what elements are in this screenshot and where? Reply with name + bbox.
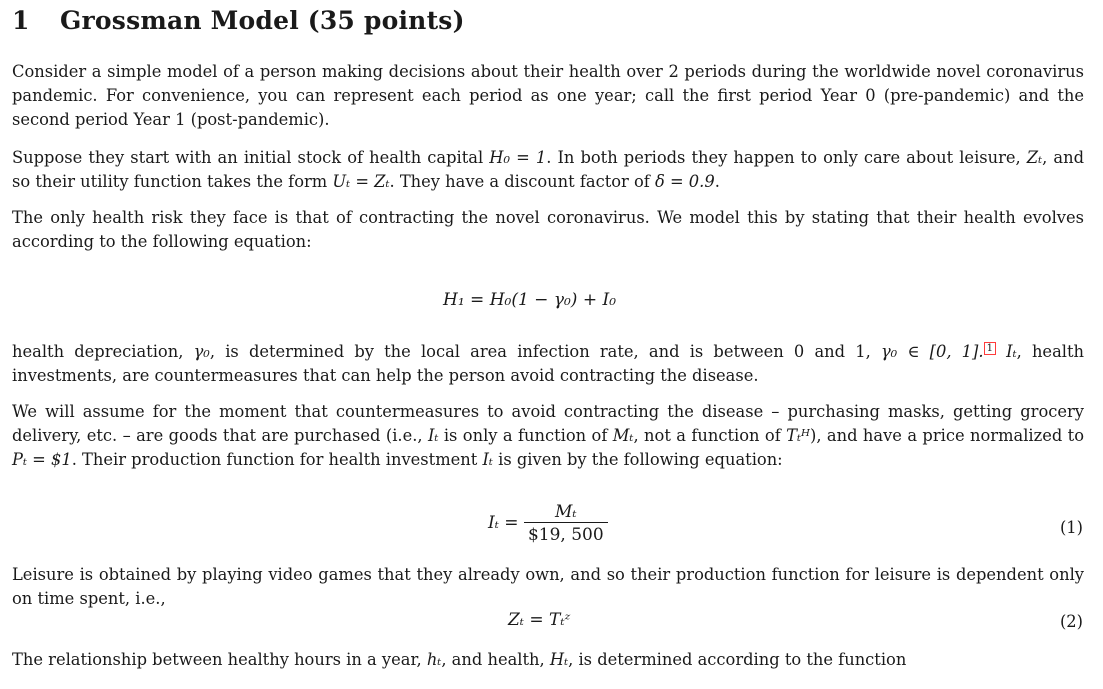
paragraph-healthy-hours — [12, 648, 1084, 672]
math-Ht: Hₜ — [549, 650, 569, 669]
math-it: Iₜ — [427, 426, 439, 445]
text: The relationship between healthy hours in a year, — [12, 650, 427, 669]
math-ht: hₜ — [426, 650, 442, 669]
section-number: 1 — [12, 6, 30, 35]
paragraph-depreciation — [12, 340, 1084, 388]
text: ), and have a price normalized to — [809, 426, 1085, 445]
math-mt: Mₜ — [612, 426, 634, 445]
text: . Their production function for health investment — [71, 450, 483, 469]
text: is only a function of — [438, 426, 613, 445]
text: We will assume for the moment that countermeasures to avoid contracting the disease – purchasing masks, getting grocery delivery, etc. – are goods that are purchased (i.e., — [12, 402, 1084, 445]
section-title: Grossman Model (35 points) — [60, 6, 465, 35]
equation-1-label: (1) — [1059, 518, 1083, 537]
text: health depreciation, — [12, 342, 194, 361]
equation-2-label: (2) — [1059, 612, 1083, 631]
eq1-fraction — [524, 502, 608, 545]
text: , is determined by the local area infection rate, and is between 0 and 1, — [209, 342, 881, 361]
eq1-lhs: Iₜ = — [488, 513, 519, 533]
section-heading — [12, 6, 465, 35]
text: . In both periods they happen to only care about leisure, — [546, 148, 1027, 167]
text — [996, 342, 1006, 361]
math-gamma0: γ₀ — [193, 342, 210, 361]
footnote-link[interactable]: 1 — [984, 342, 996, 355]
text: is given by the following equation: — [492, 450, 783, 469]
math-tth: Tₜᴴ — [786, 426, 810, 445]
eq1-denominator: $19, 500 — [524, 522, 608, 545]
math-it: Iₜ — [482, 450, 493, 469]
math-h0: H₀ = 1 — [489, 148, 547, 167]
equation-health: H₁ = H₀(1 − γ₀) + I₀ — [443, 290, 617, 310]
text: , and so their utility function takes the form — [12, 148, 1084, 191]
math-ut: Uₜ = Zₜ — [332, 172, 390, 191]
text: . They have a discount factor of — [389, 172, 656, 191]
math-zt: Zₜ — [1026, 148, 1043, 167]
equation-1 — [488, 502, 608, 545]
eq1-numerator: Mₜ — [555, 502, 577, 522]
math-it: Iₜ — [1006, 342, 1017, 361]
text: , not a function of — [633, 426, 787, 445]
math-pt: Pₜ = $1 — [12, 450, 72, 469]
math-delta: δ = 0.9 — [655, 172, 715, 191]
equation-2: Zₜ = Tₜᶻ — [508, 610, 571, 630]
text: , is determined according to the function — [568, 650, 907, 669]
text: Suppose they start with an initial stock of health capital — [12, 148, 490, 167]
text: , and health, — [441, 650, 550, 669]
text: , health investments, are countermeasures that can help the person avoid contracting the disease. — [12, 342, 1085, 385]
paragraph-intro: Consider a simple model of a person making decisions about their health over 2 periods during the worldwide novel coronavirus pandemic. For convenience, you can represent each period as one year; call the first period Year 0 (pre-pandemic) and the second period Year 1 (post-pandemic). — [12, 62, 1084, 129]
paragraph-risk: The only health risk they face is that of contracting the novel coronavirus. We model this by stating that their health evolves according to the following equation: — [12, 208, 1084, 251]
paragraph-countermeasures — [12, 400, 1084, 472]
paragraph-utility — [12, 146, 1084, 194]
math-gamma-range: γ₀ ∈ [0, 1]. — [880, 342, 984, 361]
paragraph-leisure: Leisure is obtained by playing video games that they already own, and so their production function for leisure is dependent only on time spent, i.e., — [12, 565, 1084, 608]
text: . — [714, 172, 720, 191]
